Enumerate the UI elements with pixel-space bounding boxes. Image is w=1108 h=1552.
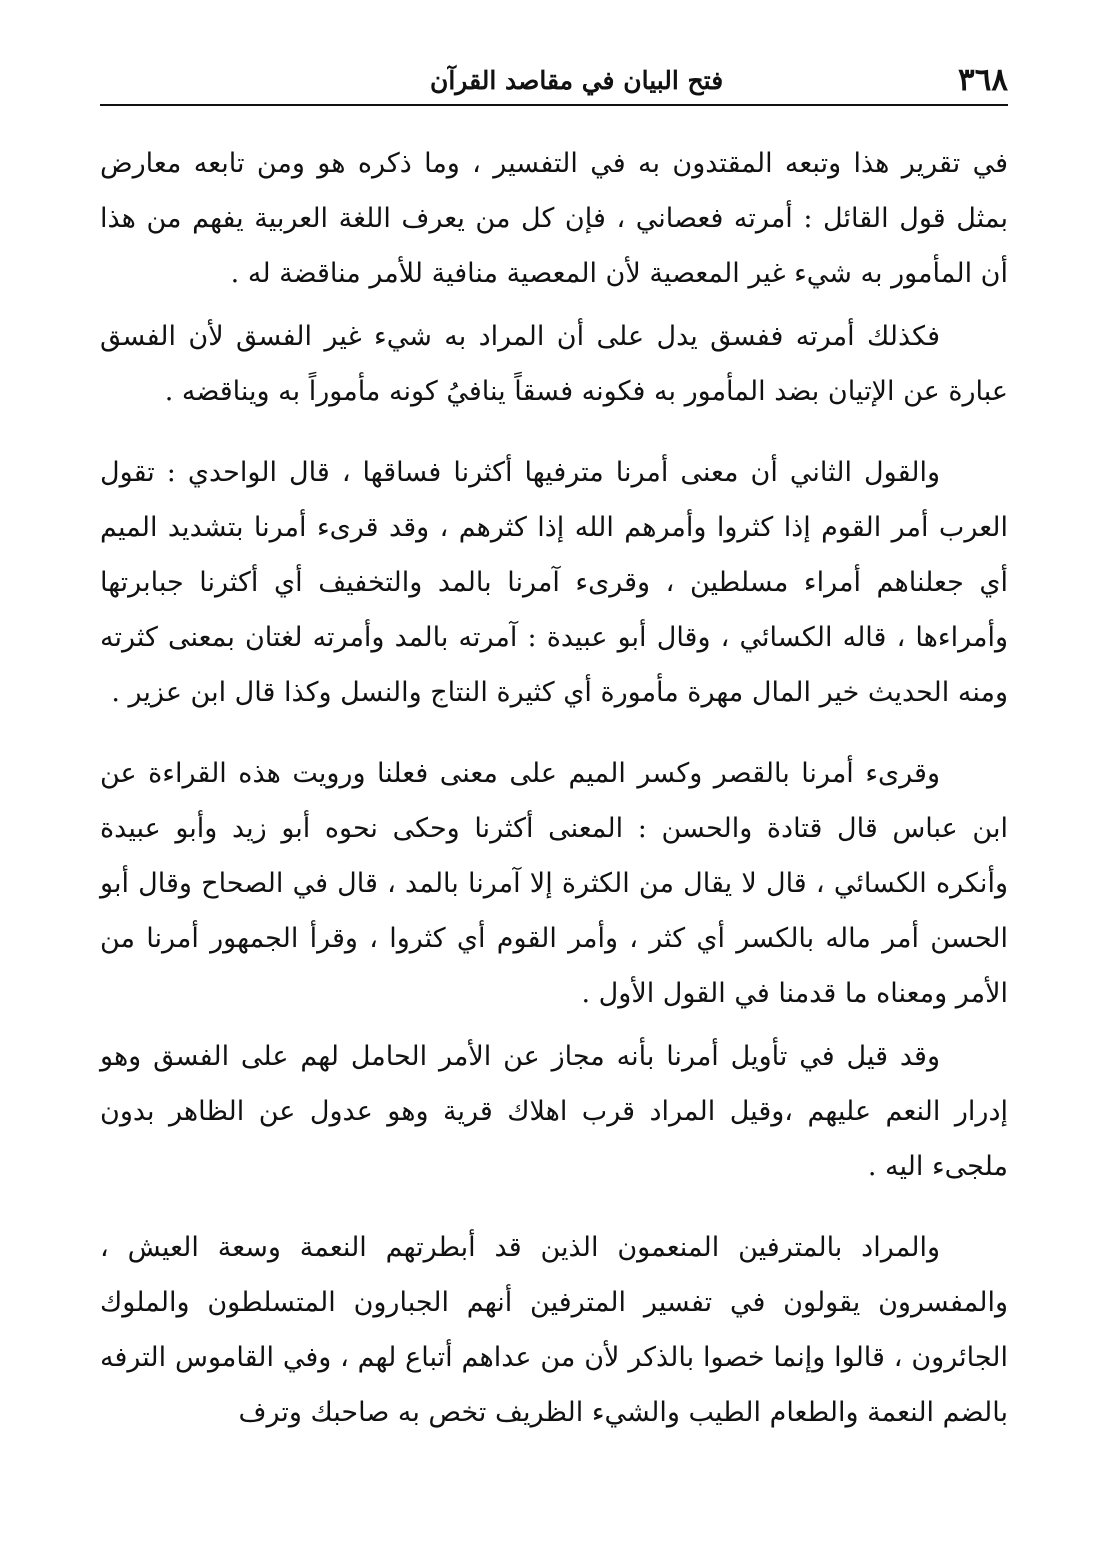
- paragraph-2: فكذلك أمرته ففسق يدل على أن المراد به شيء غير الفسق لأن الفسق عبارة عن الإتيان بضد المأمور به فكونه فسقاً ينافيُ كونه مأموراً به ويناقضه .: [100, 321, 1008, 407]
- book-title: فتح البيان في مقاصد القرآن: [430, 65, 724, 95]
- running-header: [100, 58, 1008, 102]
- body-text: [100, 136, 1008, 1440]
- paragraph-3: والقول الثاني أن معنى أمرنا مترفيها أكثرنا فساقها ، قال الواحدي : تقول العرب أمر القوم إذا كثروا وأمرهم الله إذا كثرهم ، وقد قرىء أمرنا بتشديد الميم أي جعلناهم أمراء مسلطين ، وقرىء آمرنا بالمد والتخفيف أي أكثرنا جبابرتها وأمراءها ، قاله الكسائي ، وقال أبو عبيدة : آمرته بالمد وأمرته لغتان بمعنى كثرته ومنه الحديث خير المال مهرة مأمورة أي كثيرة النتاج والنسل وكذا قال ابن عزير .: [100, 457, 1008, 708]
- paragraph-5: وقد قيل في تأويل أمرنا بأنه مجاز عن الأمر الحامل لهم على الفسق وهو إدرار النعم عليهم ،وقيل المراد قرب اهلاك قرية وهو عدول عن الظاهر بدون ملجىء اليه .: [100, 1041, 1008, 1182]
- header-rule: [100, 104, 1008, 106]
- paragraph-4: وقرىء أمرنا بالقصر وكسر الميم على معنى فعلنا ورويت هذه القراءة عن ابن عباس قال قتادة والحسن : المعنى أكثرنا وحكى نحوه أبو زيد وأبو عبيدة وأنكره الكسائي ، قال لا يقال من الكثرة إلا آمرنا بالمد ، قال في الصحاح وقال أبو الحسن أمر ماله بالكسر أي كثر ، وأمر القوم أي كثروا ، وقرأ الجمهور أمرنا من الأمر ومعناه ما قدمنا في القول الأول .: [100, 758, 1008, 1009]
- paragraph-1: في تقرير هذا وتبعه المقتدون به في التفسير ، وما ذكره هو ومن تابعه معارض بمثل قول القائل : أمرته فعصاني ، فإن كل من يعرف اللغة العربية يفهم من هذا أن المأمور به شيء غير المعصية لأن المعصية منافية للأمر مناقضة له .: [100, 148, 1008, 289]
- page-number: ٣٦٨: [958, 62, 1008, 98]
- paragraph-6: والمراد بالمترفين المنعمون الذين قد أبطرتهم النعمة وسعة العيش ، والمفسرون يقولون في تفسير المترفين أنهم الجبارون المتسلطون والملوك الجائرون ، قالوا وإنما خصوا بالذكر لأن من عداهم أتباع لهم ، وفي القاموس الترفه بالضم النعمة والطعام الطيب والشيء الظريف تخص به صاحبك وترف: [100, 1232, 1008, 1428]
